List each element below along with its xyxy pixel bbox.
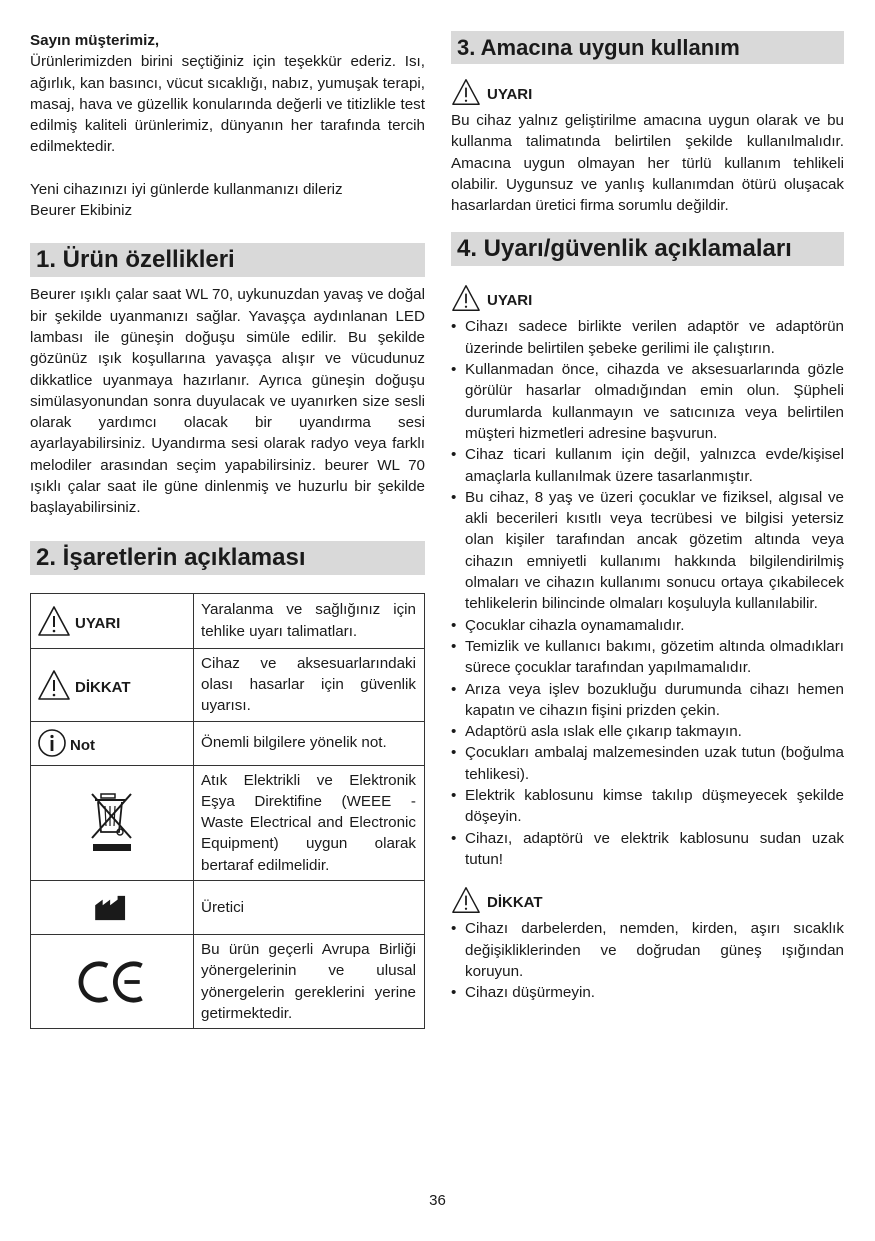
caution-label: DİKKAT	[487, 894, 543, 912]
symbol-cell	[31, 935, 194, 1029]
table-row	[31, 935, 425, 1029]
table-row	[31, 721, 425, 765]
symbol-description: Yaralanma ve sağlığınız için tehlike uyarı talimatları.	[194, 593, 425, 648]
symbol-description: Bu ürün geçerli Avrupa Birliği yönergelerinin ve ulusal yönergelerin gereklerini yerine getirmektedir.	[194, 935, 425, 1029]
symbol-label-uyari: UYARI	[75, 615, 121, 633]
warning-triangle-icon	[37, 605, 71, 637]
warning-label: UYARI	[487, 292, 533, 310]
list-item: • Çocuklar cihazla oynamamalıdır.	[451, 615, 844, 636]
manufacturer-icon	[93, 894, 131, 922]
symbol-cell	[31, 765, 194, 880]
symbol-description: Atık Elektrikli ve Elektronik Eşya Direktifine (WEEE - Waste Electrical and Electronic Equipment) uygun olarak bertaraf edilmelidir.	[194, 765, 425, 880]
weee-bin-icon	[87, 788, 137, 858]
ce-mark-icon	[76, 960, 148, 1004]
info-circle-icon	[37, 728, 67, 758]
list-item: • Çocukları ambalaj malzemesinden uzak tutun (boğulma tehlikesi).	[451, 742, 844, 785]
section-4-heading: 4. Uyarı/güvenlik açıklamaları	[451, 232, 844, 266]
symbol-description: Üretici	[194, 881, 425, 935]
table-row	[31, 881, 425, 935]
list-item: • Cihaz ticari kullanım için değil, yalnızca evde/kişisel amaçlarla kullanılmak üzere tasarlanmıştır.	[451, 444, 844, 487]
caution-list	[451, 918, 844, 1003]
list-item: • Cihazı sadece birlikte verilen adaptör ve adaptörün üzerinde belirtilen şebeke gerilimi ile çalıştırın.	[451, 316, 844, 359]
section-3-body: Bu cihaz yalnız geliştirilme amacına uygun olarak ve bu kullanma talimatında belirtilen şekilde kullanılmalıdır. Amacına uygun olmayan her türlü kullanım tehlikeli olabilir. Uygunsuz ve yanlış kullanımdan ötürü oluşacak hasarlardan üretici firma sorumlu değildir.	[451, 112, 844, 215]
left-column	[30, 26, 425, 1029]
symbol-cell	[31, 881, 194, 935]
list-item: • Bu cihaz, 8 yaş ve üzeri çocuklar ve fiziksel, algısal ve akli becerileri kısıtlı veya tecrübesi ve bilgisi yetersiz olan kişiler tarafından ancak gözetim altında veya cihazın emniyetli kullanımı hakkında bilgilendirilmiş olmaları ve cihazın kullanımı sonucu ortaya çıkabilecek tehlikelerin bilincinde olmaları koşuluyla kullanılabilir.	[451, 487, 844, 615]
symbol-cell	[31, 648, 194, 721]
symbol-label-not: Not	[70, 736, 95, 754]
section-1-body: Beurer ışıklı çalar saat WL 70, uykunuzdan yavaş ve doğal bir şekilde uyanmanızı sağlar. Yavaşça aydınlanan LED lambası ile güneşin doğuşu simüle edilir. Bu şekilde gözünüz ışık koşullarına yavaşça alışır ve vücudunuz dikkatlice uyanmaya hazırlanır. Ayrıca güneşin doğuşu simülasyonundan sonra duyulacak ve uyanırken size sesli olarak yardımcı olacak bir uyandırma sesi ayarlayabilirsiniz. Uyandırma sesi olarak radyo veya farklı melodiler arasından seçim yapabilirsiniz. beurer WL 70 ışıklı çalar saat ile güne dinlenmiş ve huzurlu bir şekilde başlayabilirsiniz.	[30, 286, 425, 517]
warning-triangle-icon	[451, 284, 481, 312]
greeting-body: Ürünlerimizden birini seçtiğiniz için teşekkür ederiz. Isı, ağırlık, kan basıncı, vücut sıcaklığı, nabız, yumuşak terapi, masaj, hava ve güzellik konularında değerli ve titizlikle test edilmiş kaliteli ürünlerimiz, dünyanın her tarafında tercih edilmektedir.	[30, 53, 425, 156]
warning-label: UYARI	[487, 86, 533, 103]
list-item: • Temizlik ve kullanıcı bakımı, gözetim altında olmadıkları sürece çocuklar tarafından yapılmamalıdır.	[451, 636, 844, 679]
section-3-warning	[451, 76, 844, 106]
list-item: • Cihazı düşürmeyin.	[451, 982, 844, 1003]
table-row	[31, 765, 425, 880]
greeting-closing-1: Yeni cihazınızı iyi günlerde kullanmanızı dileriz	[30, 180, 343, 198]
symbol-cell	[31, 721, 194, 765]
section-1-heading: 1. Ürün özellikleri	[30, 243, 425, 277]
greeting-title: Sayın müşterimiz,	[30, 32, 160, 49]
page-number: 36	[429, 1192, 446, 1209]
symbol-description: Önemli bilgilere yönelik not.	[194, 721, 425, 765]
greeting-closing-2: Beurer Ekibiniz	[30, 202, 133, 220]
warning-triangle-icon	[451, 78, 481, 106]
symbol-label-dikkat: DİKKAT	[75, 679, 131, 697]
section-4-warning	[451, 282, 844, 312]
warning-list	[451, 316, 844, 870]
list-item: • Elektrik kablosunu kimse takılıp düşmeyecek şekilde döşeyin.	[451, 785, 844, 828]
section-2-heading: 2. İşaretlerin açıklaması	[30, 541, 425, 575]
list-item: • Cihazı darbelerden, nemden, kirden, aşırı sıcaklık değişikliklerinden ve doğrudan güneş ışığından koruyun.	[451, 918, 844, 982]
symbol-description: Cihaz ve aksesuarlarındaki olası hasarlar için güvenlik uyarısı.	[194, 648, 425, 721]
list-item: • Kullanmadan önce, cihazda ve aksesuarlarında gözle görülür hasarlar olmadığından emin olun. Şüpheli durumlarda kullanmayın ve satıcınıza veya belirtilen müşteri hizmetleri adresine başvurun.	[451, 359, 844, 444]
table-row	[31, 593, 425, 648]
symbol-cell	[31, 593, 194, 648]
list-item: • Adaptörü asla ıslak elle çıkarıp takmayın.	[451, 721, 844, 742]
symbols-table	[30, 593, 425, 1030]
warning-triangle-icon	[451, 886, 481, 914]
list-item: • Arıza veya işlev bozukluğu durumunda cihazı hemen kapatın ve cihazın fişini prizden çekin.	[451, 679, 844, 722]
section-3-heading: 3. Amacına uygun kullanım	[451, 31, 844, 64]
table-row	[31, 648, 425, 721]
warning-triangle-icon	[37, 669, 71, 701]
list-item: • Cihazı, adaptörü ve elektrik kablosunu sudan uzak tutun!	[451, 828, 844, 871]
right-column	[451, 31, 844, 1003]
section-4-caution	[451, 884, 844, 914]
